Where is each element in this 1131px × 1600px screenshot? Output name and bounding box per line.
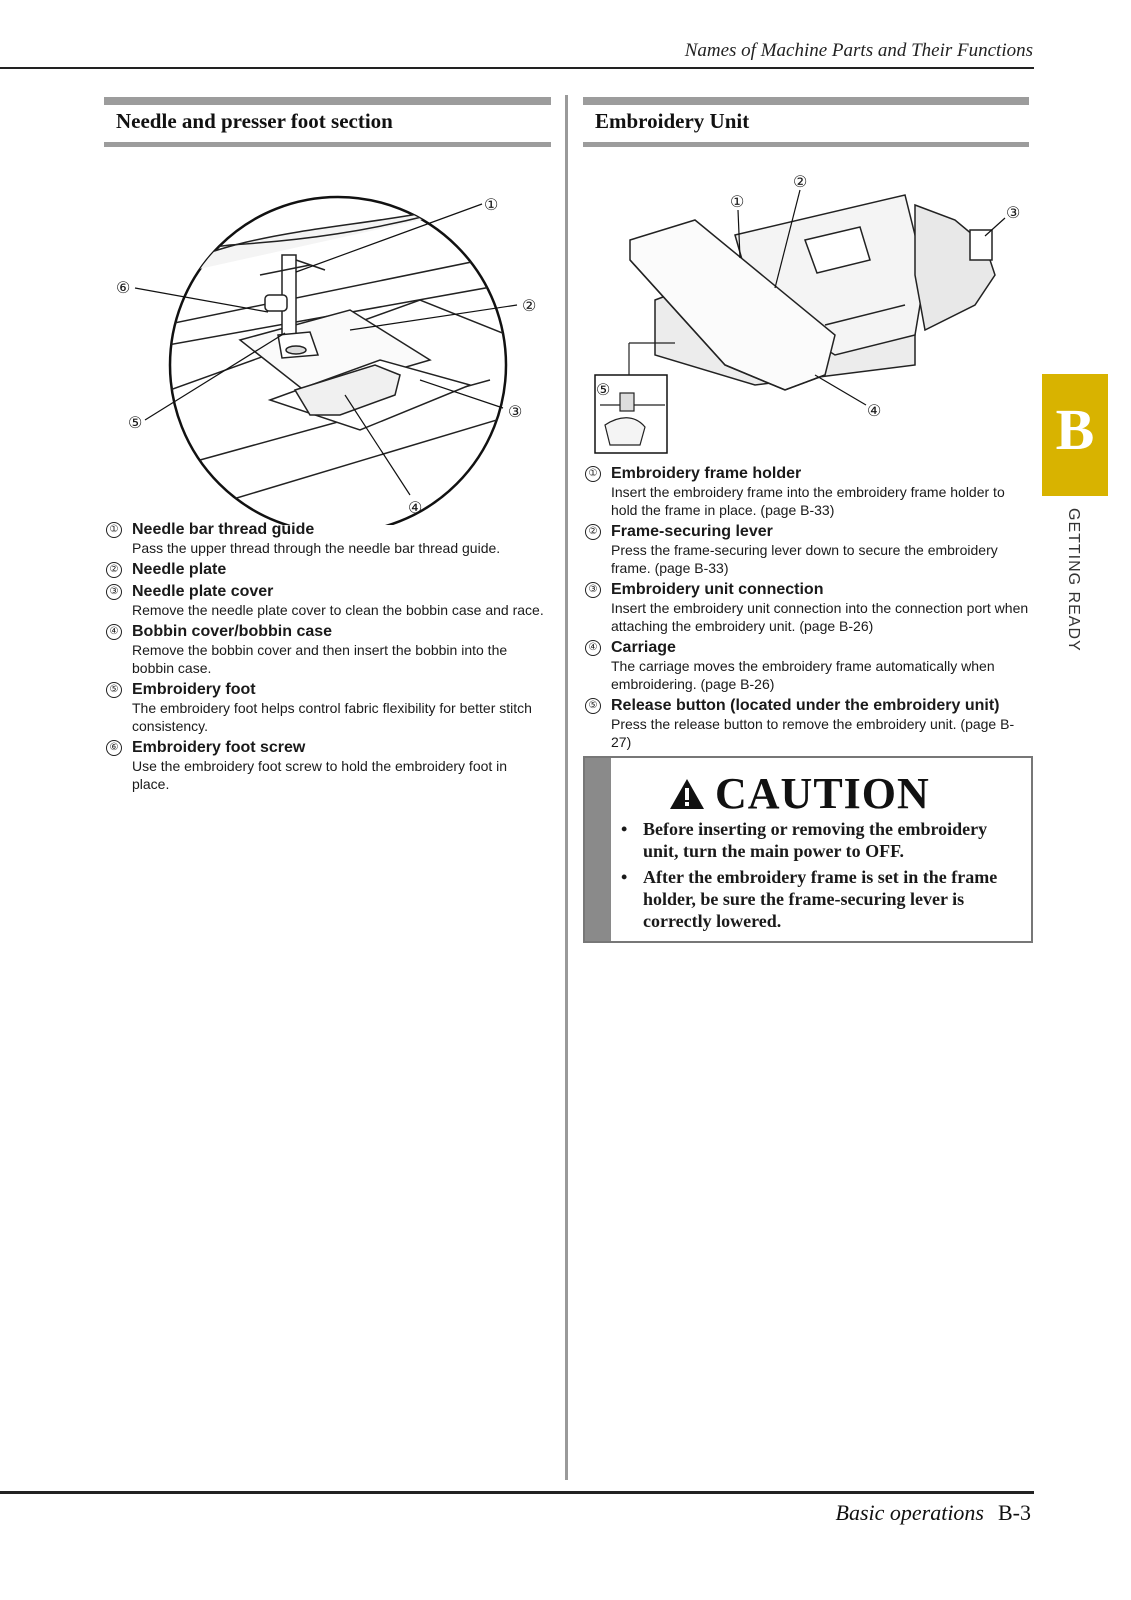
callout-1: ①	[484, 197, 499, 214]
caution-heading	[669, 768, 930, 819]
footer-section: Basic operations	[835, 1500, 984, 1525]
callout-3: ③	[508, 404, 523, 421]
list-item: ⑤ Embroidery foot The embroidery foot helps control fabric flexibility for better stitch consistency.	[106, 680, 546, 735]
running-header: Names of Machine Parts and Their Functions	[684, 40, 1033, 61]
page-footer	[836, 1500, 1032, 1526]
section-title: Needle and presser foot section	[116, 109, 393, 133]
callout-5: ⑤	[128, 415, 143, 432]
list-item: ② Needle plate	[106, 560, 546, 579]
caution-list	[621, 818, 1021, 936]
list-item: ③ Embroidery unit connection Insert the embroidery unit connection into the connection port when attaching the embroidery unit. (page B-26)	[585, 580, 1030, 635]
callout-3: ③	[1006, 205, 1021, 222]
list-item: • Before inserting or removing the embroidery unit, turn the main power to OFF.	[621, 818, 1021, 862]
list-item: ② Frame-securing lever Press the frame-securing lever down to secure the embroidery frame. (page B-33)	[585, 522, 1030, 577]
list-item: ① Embroidery frame holder Insert the embroidery frame into the embroidery frame holder to hold the frame in place. (page B-33)	[585, 464, 1030, 519]
callout-6: ⑥	[116, 280, 131, 297]
callout-2: ②	[522, 298, 537, 315]
warning-triangle-icon	[669, 778, 705, 810]
needle-parts-list	[106, 520, 546, 796]
list-item: ⑥ Embroidery foot screw Use the embroidery foot screw to hold the embroidery foot in place.	[106, 738, 546, 793]
caution-stripe	[585, 758, 611, 941]
callout-4: ④	[408, 500, 423, 517]
list-item: ④ Bobbin cover/bobbin case Remove the bobbin cover and then insert the bobbin into the bobbin case.	[106, 622, 546, 677]
callout-4: ④	[867, 403, 882, 420]
list-item: ④ Carriage The carriage moves the embroidery frame automatically when embroidering. (page B-26)	[585, 638, 1030, 693]
list-item: ③ Needle plate cover Remove the needle plate cover to clean the bobbin case and race.	[106, 582, 546, 619]
list-item: • After the embroidery frame is set in the frame holder, be sure the frame-securing lever is correctly lowered.	[621, 866, 1021, 932]
list-item: ① Needle bar thread guide Pass the upper thread through the needle bar thread guide.	[106, 520, 546, 557]
callout-2: ②	[793, 174, 808, 191]
callout-5: ⑤	[596, 382, 611, 399]
list-item: ⑤ Release button (located under the embroidery unit) Press the release button to remove the embroidery unit. (page B-27)	[585, 696, 1030, 751]
right-leader-lines	[0, 0, 1131, 460]
caution-title: CAUTION	[715, 769, 930, 818]
section-title: Embroidery Unit	[595, 109, 750, 133]
chapter-tab	[1042, 374, 1108, 496]
callout-1: ①	[730, 194, 745, 211]
caution-box	[583, 756, 1033, 943]
bottom-rule	[0, 1491, 1034, 1494]
embroidery-parts-list	[585, 464, 1030, 754]
chapter-letter: B	[1055, 397, 1095, 462]
page-number: B-3	[998, 1500, 1031, 1525]
chapter-label: GETTING READY	[1065, 508, 1082, 652]
